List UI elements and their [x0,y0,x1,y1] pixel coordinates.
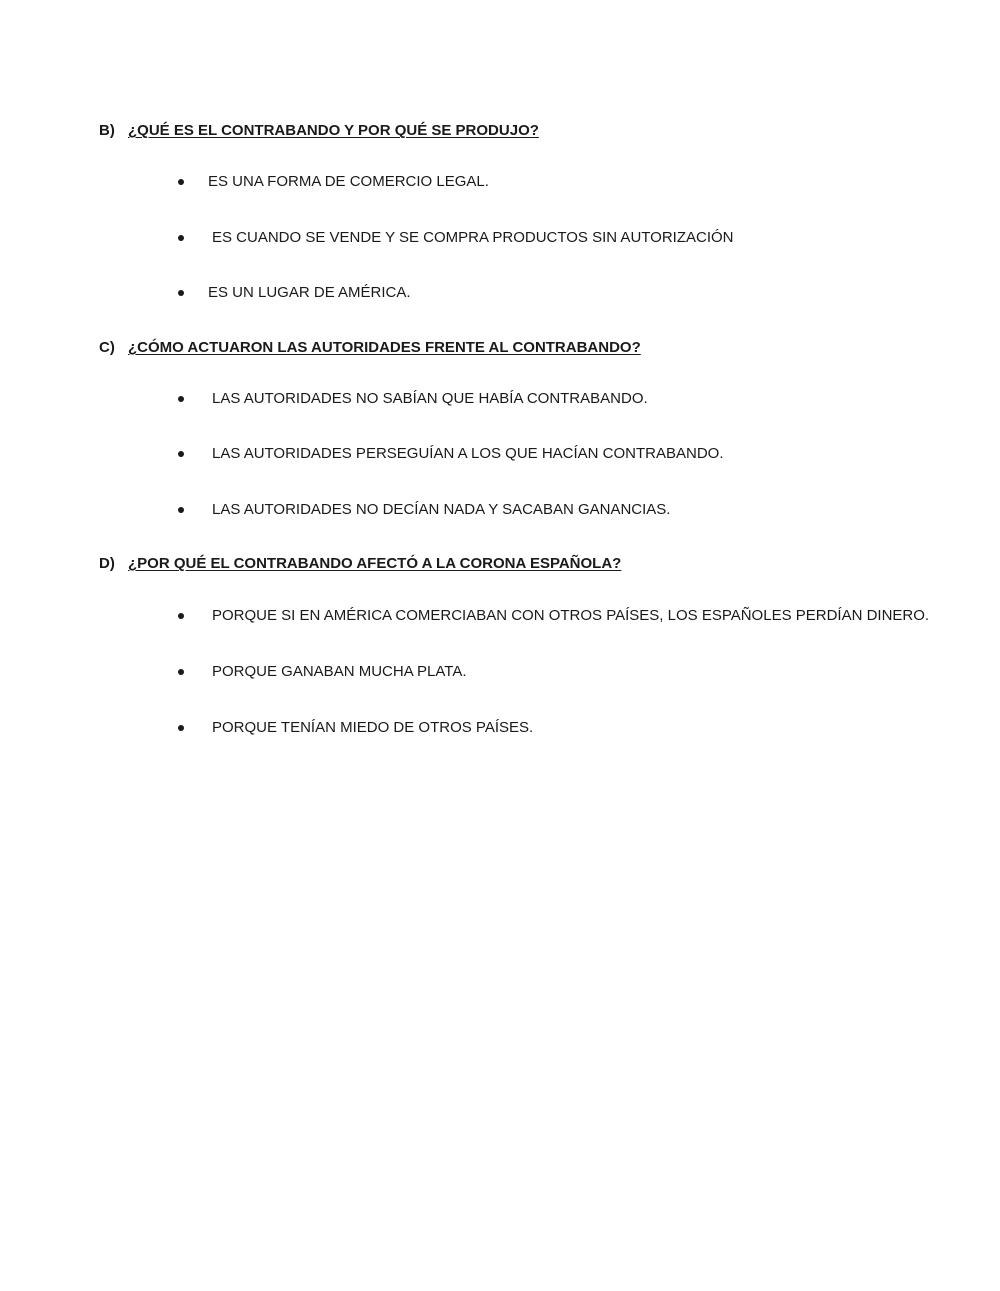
question-b-text: ¿QUÉ ES EL CONTRABANDO Y POR QUÉ SE PRODUJO? [128,122,539,139]
question-d-text: ¿POR QUÉ EL CONTRABANDO AFECTÓ A LA CORONA ESPAÑOLA? [128,555,622,572]
option-text: LAS AUTORIDADES NO SABÍAN QUE HABÍA CONTRABANDO. [212,390,648,407]
bullet-icon [178,179,184,185]
option-text: PORQUE TENÍAN MIEDO DE OTROS PAÍSES. [212,719,534,736]
question-b-letter: B) [99,122,115,139]
option-text: LAS AUTORIDADES NO DECÍAN NADA Y SACABAN GANANCIAS. [212,501,671,518]
bullet-icon [178,507,184,513]
option-text: ES UNA FORMA DE COMERCIO LEGAL. [208,173,489,190]
option-text: ES CUANDO SE VENDE Y SE COMPRA PRODUCTOS SIN AUTORIZACIÓN [212,229,734,246]
question-c-text: ¿CÓMO ACTUARON LAS AUTORIDADES FRENTE AL CONTRABANDO? [128,339,641,356]
bullet-icon [178,290,184,296]
question-d-heading [99,555,621,573]
question-c-heading [99,339,641,357]
option-text: PORQUE SI EN AMÉRICA COMERCIABAN CON OTROS PAÍSES, LOS ESPAÑOLES PERDÍAN DINERO. [212,607,930,624]
bullet-icon [178,613,184,619]
option-text: ES UN LUGAR DE AMÉRICA. [208,284,411,301]
bullet-icon [178,451,184,457]
question-b-heading [99,122,539,140]
bullet-icon [178,725,184,731]
option-text: PORQUE GANABAN MUCHA PLATA. [212,663,467,680]
option-text: LAS AUTORIDADES PERSEGUÍAN A LOS QUE HACÍAN CONTRABANDO. [212,445,724,462]
question-c-letter: C) [99,339,115,356]
bullet-icon [178,235,184,241]
question-d-letter: D) [99,555,115,572]
bullet-icon [178,669,184,675]
bullet-icon [178,396,184,402]
